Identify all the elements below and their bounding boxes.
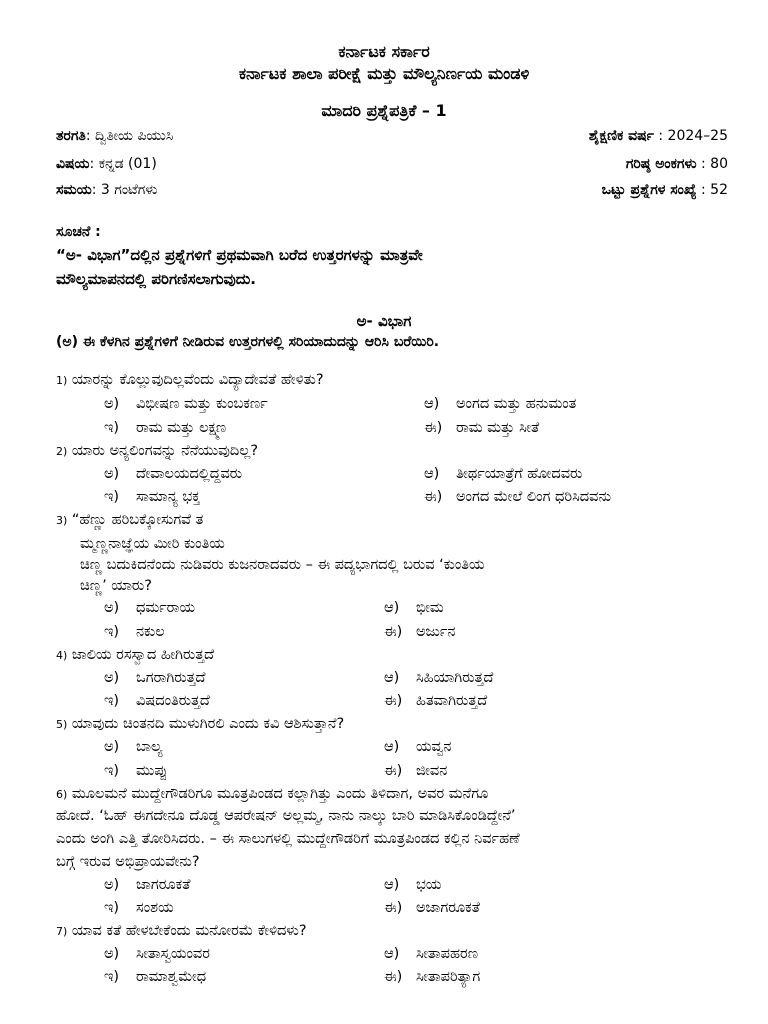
option-text: ದೇವಾಲಯದಲ್ಲಿದ್ದವರು: [136, 466, 243, 482]
govt-title: ಕರ್ನಾಟಕ ಸರ್ಕಾರ: [338, 42, 430, 61]
question-1: [56, 372, 324, 388]
option-text: ಮುಪ್ಪು: [136, 763, 168, 779]
option-text: ರಾಮ ಮತ್ತು ಲಕ್ಷ್ಮಣ: [136, 420, 227, 436]
option-marker: ಇ): [104, 969, 120, 985]
option-marker: ಆ): [424, 396, 440, 412]
time-label: ಸಮಯ: [56, 182, 92, 198]
q4-option-d: [384, 693, 487, 709]
instruction-line-1: “ಅ- ವಿಭಾಗ”ದಲ್ಲಿನ ಪ್ರಶ್ನೆಗಳಿಗೆ ಪ್ರಥಮವಾಗಿ ಬರೆದ ಉತ್ತರಗಳನ್ನು ಮಾತ್ರವೇ: [56, 246, 423, 264]
q3-option-d: [384, 624, 455, 640]
q2-option-b: [424, 466, 582, 482]
option-marker: ಇ): [104, 693, 120, 709]
option-text: ಜೀವನ: [416, 763, 448, 779]
question-text: ಯಾವ ಕತೆ ಹೇಳಬೇಕೆಂದು ಮನೋರಮೆ ಕೇಳಿದಳು?: [71, 923, 307, 939]
q1-option-d: [424, 420, 539, 436]
q5-option-c: [104, 763, 167, 779]
q7-option-b: [384, 946, 478, 962]
q5-option-d: [384, 763, 447, 779]
q6-option-d: [384, 900, 480, 916]
question-text: “ಹೆಣ್ಣು ಹರಿಬಕ್ಕೋಸುಗವೆ ತ: [71, 512, 204, 528]
option-marker: ಆ): [384, 739, 400, 755]
option-text: ಯವ್ವನ: [416, 739, 452, 755]
question-number: 7): [56, 925, 68, 938]
option-marker: ಅ): [104, 670, 120, 686]
question-7: [56, 923, 307, 939]
option-marker: ಅ): [104, 600, 120, 616]
option-marker: ಆ): [384, 600, 400, 616]
question-number: 2): [56, 445, 68, 458]
option-marker: ಆ): [424, 466, 440, 482]
question-6-line-4: ಬಗ್ಗೆ ಇರುವ ಅಭಿಪ್ರಾಯವೇನು?: [56, 854, 200, 870]
section-subtitle: (ಅ) ಈ ಕೆಳಗಿನ ಪ್ರಶ್ನೆಗಳಿಗೆ ನೀಡಿರುವ ಉತ್ತರಗಳಲ್ಲಿ ಸರಿಯಾದುದನ್ನು ಆರಿಸಿ ಬರೆಯಿರಿ.: [56, 334, 440, 350]
question-text: ಯಾರು ಅನ್ಯಲಿಂಗವನ್ನು ನೆನೆಯುವುದಿಲ್ಲ?: [71, 443, 259, 459]
time-value: : 3 ಗಂಟೆಗಳು: [91, 182, 158, 198]
count-value: : 52: [696, 182, 728, 198]
option-marker: ಅ): [104, 877, 120, 893]
question-text: ಯಾವುದು ಚಿಂತನದಿ ಮುಳುಗಿರಲಿ ಎಂದು ಕವಿ ಆಶಿಸುತ್ತಾನೆ?: [71, 716, 345, 732]
option-text: ರಾಮ ಮತ್ತು ಸೀತೆ: [456, 420, 540, 436]
class-value: : ದ್ವಿತೀಯ ಪಿಯುಸಿ: [85, 128, 174, 144]
q6-option-c: [104, 900, 174, 916]
option-text: ಧರ್ಮರಾಯ: [136, 600, 195, 616]
option-marker: ಅ): [104, 466, 120, 482]
instruction-line-2: ಮೌಲ್ಯಮಾಪನದಲ್ಲಿ ಪರಿಗಣಿಸಲಾಗುವುದು.: [56, 270, 256, 288]
option-text: ಭಯ: [416, 877, 442, 893]
option-text: ಸಾಮಾನ್ಯ ಭಕ್ತ: [136, 489, 201, 505]
option-text: ಸೀತಾಸ್ವಯಂವರ: [136, 946, 210, 962]
option-text: ಅಂಗದ ಮತ್ತು ಹನುಮಂತ: [456, 396, 577, 412]
option-text: ಭೀಮ: [416, 600, 444, 616]
option-marker: ಇ): [104, 420, 120, 436]
marks-info: [626, 156, 728, 172]
option-text: ಅಜಾಗರೂಕತೆ: [416, 900, 480, 916]
board-title: ಕರ್ನಾಟಕ ಶಾಲಾ ಪರೀಕ್ಷೆ ಮತ್ತು ಮೌಲ್ಯನಿರ್ಣಯ ಮಂಡಳಿ: [238, 64, 530, 83]
year-info: [589, 128, 728, 144]
option-marker: ಈ): [384, 900, 403, 916]
option-marker: ಅ): [104, 739, 120, 755]
section-title: ಅ- ವಿಭಾಗ: [356, 312, 412, 330]
year-label: ಶೈಕ್ಷಣಿಕ ವರ್ಷ: [588, 128, 654, 144]
option-text: ವಿಷದಂತಿರುತ್ತದೆ: [136, 693, 210, 709]
subject-value: : ಕನ್ನಡ (01): [89, 156, 157, 172]
option-marker: ಆ): [384, 670, 400, 686]
question-number: 5): [56, 718, 68, 731]
count-info: [602, 182, 728, 198]
q4-option-b: [384, 670, 493, 686]
q6-option-a: [104, 877, 190, 893]
year-value: : 2024–25: [653, 128, 728, 144]
class-info: [56, 128, 173, 144]
q4-option-c: [104, 693, 210, 709]
option-marker: ಆ): [384, 877, 400, 893]
question-3-line-2: ಮ್ಮಣ್ಣನಾಜ್ಞೆಯ ಮೀರಿ ಕುಂತಿಯ: [80, 536, 225, 552]
q5-option-b: [384, 739, 452, 755]
option-text: ಬಾಲ್ಯ: [136, 739, 163, 755]
q3-option-c: [104, 624, 165, 640]
option-text: ಸಿಹಿಯಾಗಿರುತ್ತದೆ: [416, 670, 494, 686]
q3-option-a: [104, 600, 195, 616]
question-text: ಜಾಲಿಯ ರಸಸ್ವಾದ ಹೀಗಿರುತ್ತದೆ: [71, 647, 215, 663]
q2-option-d: [424, 489, 611, 505]
q4-option-a: [104, 670, 205, 686]
option-text: ಜಾಗರೂಕತೆ: [136, 877, 191, 893]
instruction-title: ಸೂಚನೆ :: [56, 224, 101, 240]
marks-label: ಗರಿಷ್ಠ ಅಂಕಗಳು: [625, 156, 697, 172]
question-3: [56, 512, 203, 528]
option-text: ಒಗರಾಗಿರುತ್ತದೆ: [136, 670, 206, 686]
option-text: ನಕುಲ: [136, 624, 165, 640]
time-info: [56, 182, 157, 198]
option-text: ರಾಮಾಶ್ವಮೇಧ: [136, 969, 207, 985]
q1-option-b: [424, 396, 576, 412]
option-marker: ಇ): [104, 624, 120, 640]
question-3-line-3: ಚಿಣ್ಣ ಬದುಕಿದನೆಂದು ನುಡಿವರು ಕುಜನರಾದವರು – ಈ ಪದ್ಯಭಾಗದಲ್ಲಿ ಬರುವ ‘ಕುಂತಿಯ: [80, 557, 485, 573]
option-text: ಸೀತಾಪರಿತ್ಯಾಗ: [416, 969, 481, 985]
option-text: ಅರ್ಜುನ: [416, 624, 456, 640]
option-marker: ಈ): [424, 489, 443, 505]
option-marker: ಈ): [384, 763, 403, 779]
option-text: ಸೀತಾಪಹರಣ: [416, 946, 478, 962]
question-number: 4): [56, 649, 68, 662]
q1-option-c: [104, 420, 226, 436]
question-6: [56, 786, 488, 802]
question-2: [56, 443, 258, 459]
question-number: 6): [56, 788, 68, 801]
option-marker: ಇ): [104, 900, 120, 916]
option-text: ವಿಭೀಷಣ ಮತ್ತು ಕುಂಬಕರ್ಣ: [136, 396, 268, 412]
option-marker: ಈ): [384, 693, 403, 709]
q2-option-a: [104, 466, 242, 482]
question-text: ಮೂಲಮನೆ ಮುದ್ದೇಗೌಡರಿಗೂ ಮೂತ್ರಪಿಂಡದ ಕಲ್ಲಾಗಿತ್ತು ಎಂದು ತಿಳಿದಾಗ, ಅವರ ಮನೆಗೂ: [71, 786, 489, 802]
subject-label: ವಿಷಯ: [56, 156, 90, 172]
question-3-line-4: ಚಿಣ್ಣ’ ಯಾರು?: [80, 578, 152, 594]
option-text: ಅಂಗದ ಮೇಲೆ ಲಿಂಗ ಧರಿಸಿದವನು: [456, 489, 612, 505]
option-text: ತೀರ್ಥಯಾತ್ರೆಗೆ ಹೋದವರು: [456, 466, 583, 482]
question-number: 1): [56, 374, 68, 387]
option-text: ಹಿತವಾಗಿರುತ್ತದೆ: [416, 693, 488, 709]
q2-option-c: [104, 489, 200, 505]
subject-info: [56, 156, 157, 172]
marks-value: : 80: [696, 156, 728, 172]
q6-option-b: [384, 877, 441, 893]
question-text: ಯಾರನ್ನು ಕೊಲ್ಲುವುದಿಲ್ಲವೆಂದು ವಿದ್ಯಾದೇವತೆ ಹೇಳಿತು?: [71, 372, 324, 388]
question-4: [56, 647, 214, 663]
option-marker: ಇ): [104, 489, 120, 505]
q7-option-d: [384, 969, 480, 985]
question-6-line-2: ಹೋದೆ. ‘ಓಹ್ ಈಗದೇನೂ ದೊಡ್ಡ ಆಪರೇಷನ್ ಅಲ್ಲಮ್ಮ, ನಾನು ನಾಲ್ಕು ಬಾರಿ ಮಾಡಿಸಿಕೊಂಡಿದ್ದೇನೆ’: [56, 808, 516, 824]
question-5: [56, 716, 344, 732]
q7-option-a: [104, 946, 210, 962]
q1-option-a: [104, 396, 268, 412]
option-marker: ಅ): [104, 946, 120, 962]
question-6-line-3: ಎಂದು ಅಂಗಿ ಎತ್ತಿ ತೋರಿಸಿದರು. – ಈ ಸಾಲುಗಳಲ್ಲಿ ಮುದ್ದೇಗೌಡರಿಗೆ ಮೂತ್ರಪಿಂಡದ ಕಲ್ಲಿನ ನಿರ್ವಹಣೆ: [56, 831, 520, 847]
option-marker: ಅ): [104, 396, 120, 412]
option-marker: ಇ): [104, 763, 120, 779]
option-marker: ಈ): [384, 624, 403, 640]
q7-option-c: [104, 969, 206, 985]
option-marker: ಈ): [424, 420, 443, 436]
q5-option-a: [104, 739, 162, 755]
option-text: ಸಂಶಯ: [136, 900, 174, 916]
question-number: 3): [56, 514, 68, 527]
paper-title: ಮಾದರಿ ಪ್ರಶ್ನೆಪತ್ರಿಕೆ – 1: [321, 101, 447, 120]
count-label: ಒಟ್ಟು ಪ್ರಶ್ನೆಗಳ ಸಂಖ್ಯೆ: [601, 182, 697, 198]
option-marker: ಆ): [384, 946, 400, 962]
option-marker: ಈ): [384, 969, 403, 985]
class-label: ತರಗತಿ: [56, 128, 86, 144]
q3-option-b: [384, 600, 444, 616]
